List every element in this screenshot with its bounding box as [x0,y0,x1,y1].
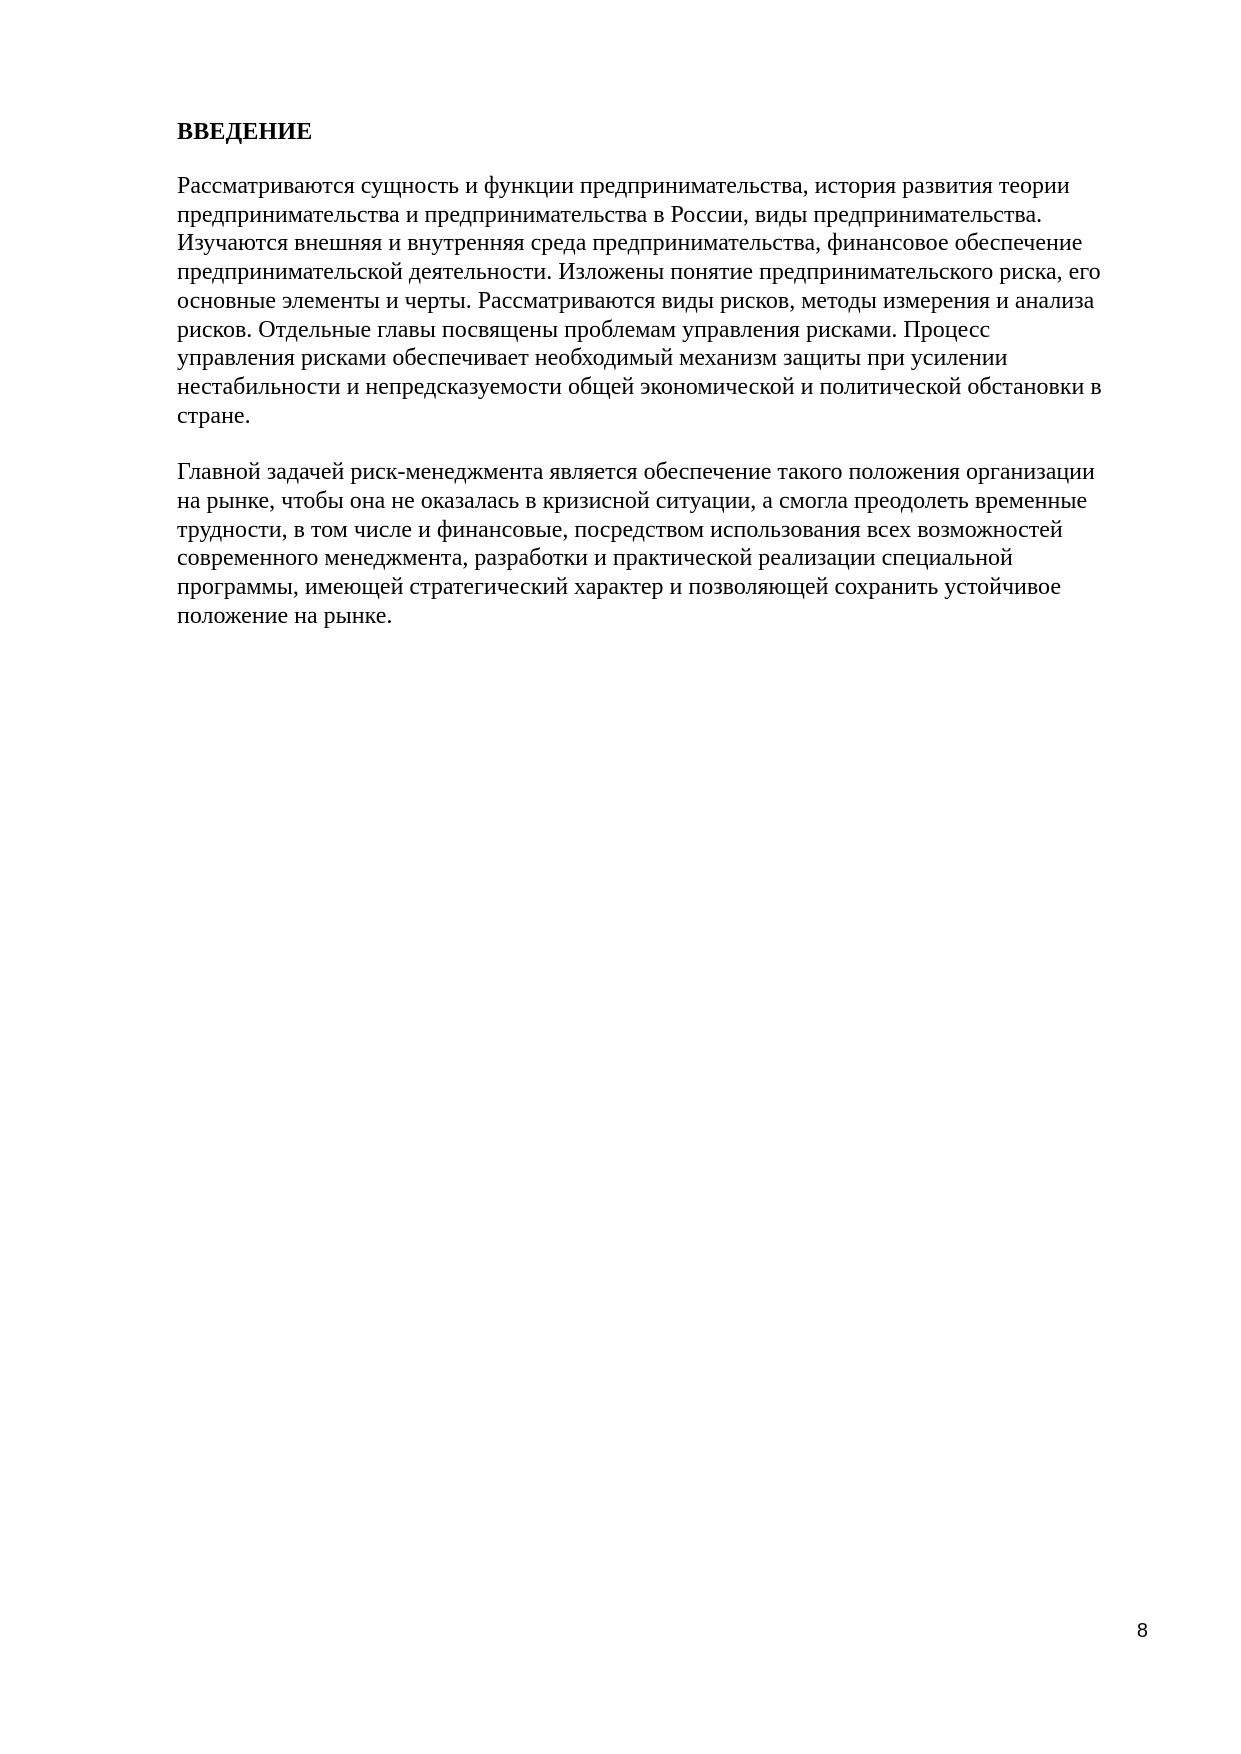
text-line: Изучаются внешняя и внутренняя среда предпринимательства, финансовое обеспечение [177,230,1083,257]
intro-paragraph-2 [177,458,1177,630]
text-line: стране. [177,402,251,429]
section-heading: ВВЕДЕНИЕ [177,119,313,145]
text-line: на рынке, чтобы она не оказалась в кризисной ситуации, а смогла преодолеть временные [177,488,1088,515]
text-line: положение на рынке. [177,602,393,629]
text-line: рисков. Отдельные главы посвящены проблемам управления рисками. Процесс [177,316,991,343]
text-line: современного менеджмента, разработки и практической реализации специальной [177,545,1013,572]
text-line: предпринимательства и предпринимательства в России, виды предпринимательства. [177,201,1043,228]
text-line: основные элементы и черты. Рассматриваются виды рисков, методы измерения и анализа [177,287,1095,314]
text-line: управления рисками обеспечивает необходимый механизм защиты при усилении [177,345,1008,372]
text-line: Рассматриваются сущность и функции предпринимательства, история развития теории [177,173,1070,199]
intro-paragraph-1 [177,172,1177,430]
text-line: программы, имеющей стратегический характер и позволяющей сохранить устойчивое [177,574,1061,601]
page-number: 8 [1136,1620,1148,1642]
text-line: Главной задачей риск-менеджмента является обеспечение такого положения организации [177,459,1095,486]
text-line: трудности, в том числе и финансовые, посредством использования всех возможностей [177,516,1063,543]
text-line: предпринимательской деятельности. Изложены понятие предпринимательского риска, его [177,259,1101,286]
page-content [177,117,1177,631]
text-line: нестабильности и непредсказуемости общей экономической и политической обстановки в [177,373,1102,400]
